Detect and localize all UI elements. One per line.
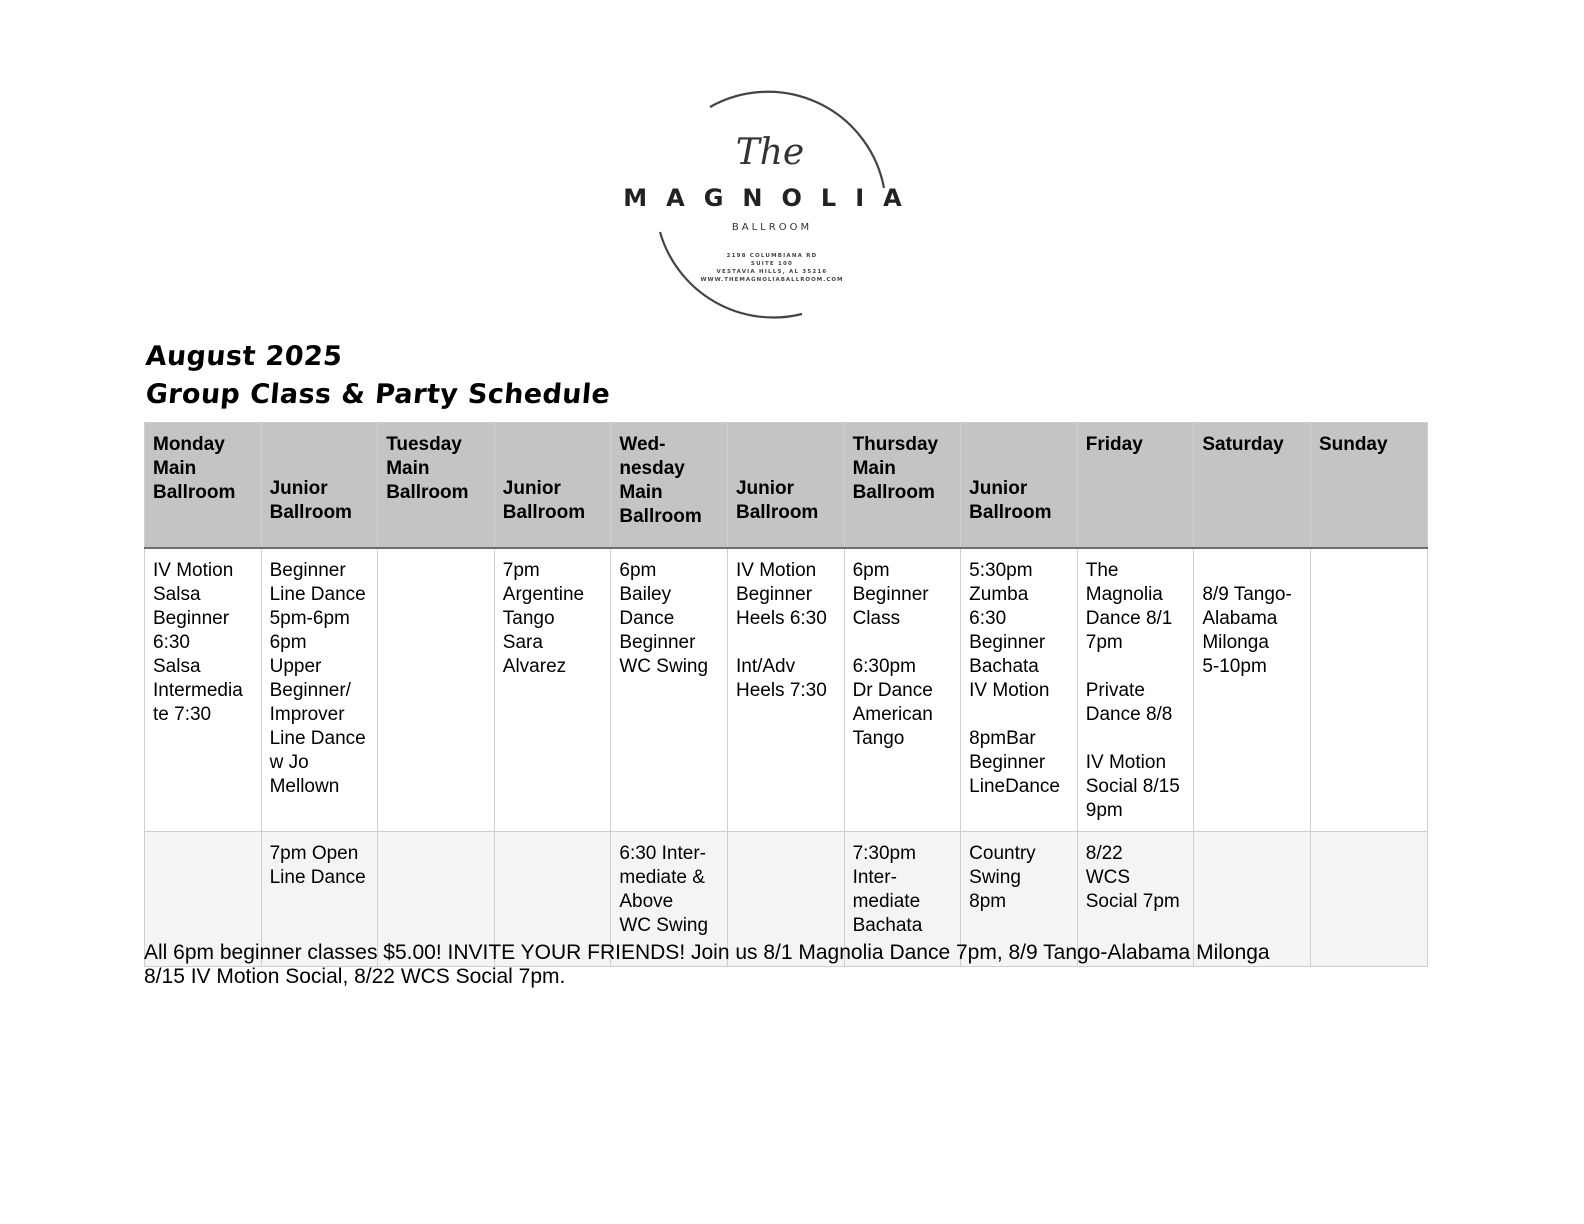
cell-wednesday-junior-1: IV Motion Beginner Heels 6:30 Int/Adv Heels 7:30 [727,548,844,832]
logo-address-line-2: SUITE 100 [750,261,794,267]
header-sunday: Sunday [1310,423,1427,549]
logo-address-line-3: VESTAVIA HILLS, AL 35216 [716,269,828,275]
table-row [145,548,1428,832]
magnolia-ballroom-logo [600,82,950,322]
header-thursday-main: Thursday Main Ballroom [844,423,961,549]
schedule-subtitle: Group Class & Party Schedule [144,379,612,410]
cell-monday-main-1: IV Motion Salsa Beginner 6:30 Salsa Intermedia te 7:30 [145,548,262,832]
logo-sub: BALLROOM [731,222,813,233]
cell-thursday-main-2: 7:30pm Inter- mediate Bachata [844,832,961,967]
cell-thursday-main-1: 6pm Beginner Class 6:30pm Dr Dance American Tango [844,548,961,832]
cell-monday-junior-1: Beginner Line Dance 5pm-6pm 6pm Upper Beginner/ Improver Line Dance w Jo Mellown [261,548,378,832]
cell-friday-2: 8/22 WCS Social 7pm [1077,832,1194,967]
cell-monday-junior-2: 7pm Open Line Dance [261,832,378,967]
schedule-heading [144,338,612,414]
cell-wednesday-main-2: 6:30 Inter- mediate & Above WC Swing [611,832,728,967]
header-row [145,423,1428,549]
logo-website: WWW.THEMAGNOLIABALLROOM.COM [700,277,844,283]
header-wednesday-junior: Junior Ballroom [727,423,844,549]
saturday-event-text: 8/9 Tango- Alabama Milonga 5-10pm [1202,584,1292,677]
cell-tuesday-main-1 [378,548,495,832]
header-friday: Friday [1077,423,1194,549]
header-monday-main: Monday Main Ballroom [145,423,262,549]
month-title: August 2025 [144,341,344,372]
cell-sunday-1 [1310,548,1427,832]
header-saturday: Saturday [1194,423,1311,549]
header-thursday-junior: Junior Ballroom [961,423,1078,549]
logo-address-line-1: 2198 COLUMBIANA RD [726,253,818,259]
header-tuesday-main: Tuesday Main Ballroom [378,423,495,549]
schedule-table [144,422,1428,967]
logo-name: MAGNOLIA [623,184,921,212]
cell-tuesday-junior-1: 7pm Argentine Tango Sara Alvarez [494,548,611,832]
cell-friday-1: The Magnolia Dance 8/1 7pm Private Dance 8/8 IV Motion Social 8/15 9pm [1077,548,1194,832]
cell-saturday-1 [1194,548,1311,832]
cell-thursday-junior-2: Country Swing 8pm [961,832,1078,967]
footer-note: All 6pm beginner classes $5.00! INVITE YOUR FRIENDS! Join us 8/1 Magnolia Dance 7pm, 8/9 Tango-Alabama Milonga 8/15 IV Motion Social, 8/22 WCS Social 7pm. [144,941,1270,988]
logo-script-the: The [735,132,805,173]
cell-thursday-junior-1: 5:30pm Zumba 6:30 Beginner Bachata IV Motion 8pmBar Beginner LineDance [961,548,1078,832]
header-tuesday-junior: Junior Ballroom [494,423,611,549]
header-wednesday-main: Wed- nesday Main Ballroom [611,423,728,549]
header-monday-junior: Junior Ballroom [261,423,378,549]
cell-wednesday-main-1: 6pm Bailey Dance Beginner WC Swing [611,548,728,832]
